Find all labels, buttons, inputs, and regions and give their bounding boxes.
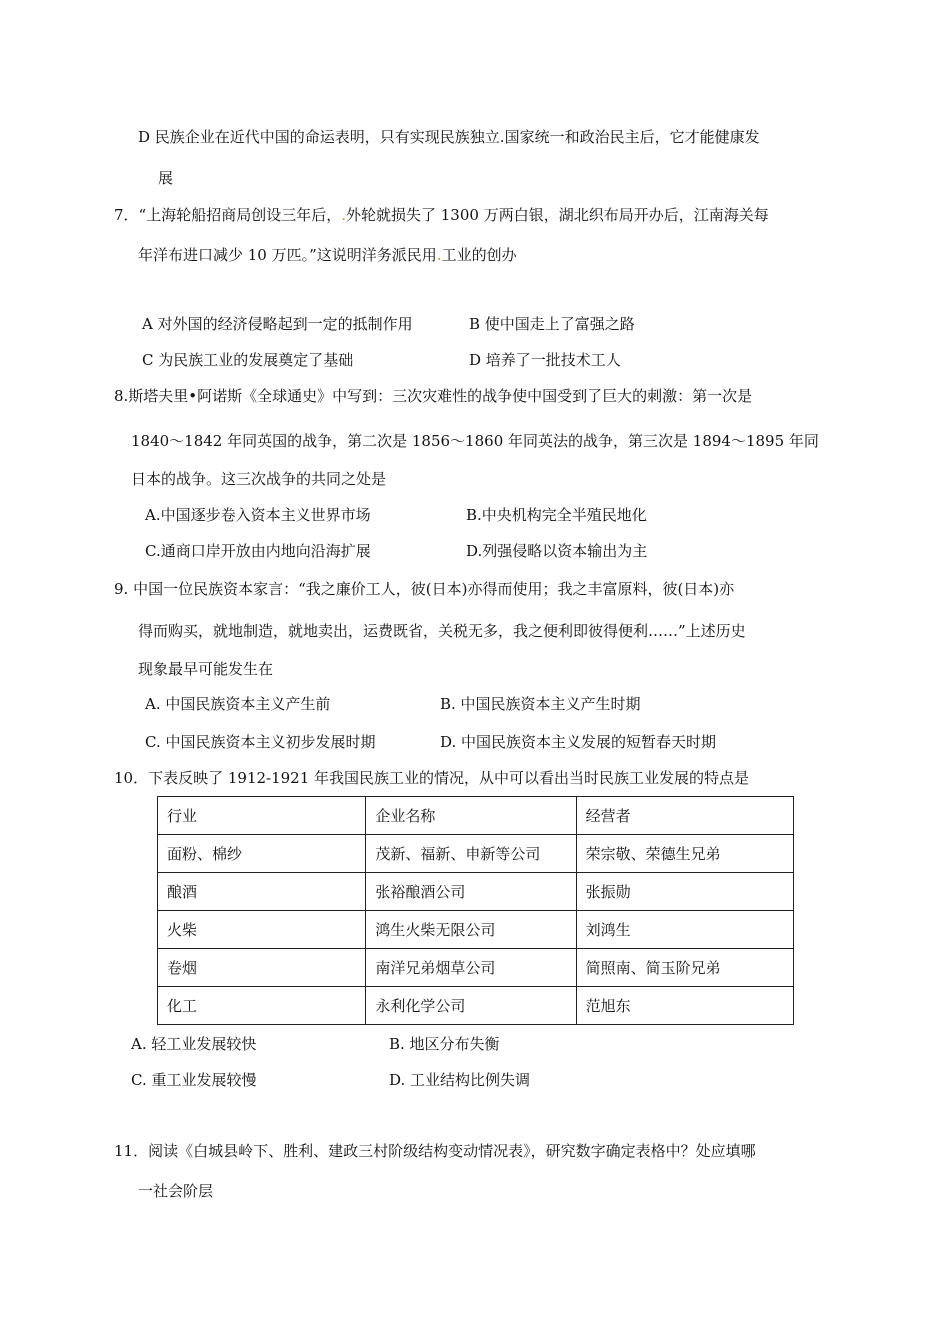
- table-cell: 南洋兄弟烟草公司: [366, 949, 576, 987]
- table-cell: 张振勋: [576, 873, 793, 911]
- q8-stem-line1: 8.斯塔夫里•阿诺斯《全球通史》中写到：三次灾难性的战争使中国受到了巨大的刺激：第一次是: [114, 387, 753, 405]
- table-cell: 张裕酿酒公司: [366, 873, 576, 911]
- table-cell: 荣宗敬、荣德生兄弟: [576, 835, 793, 873]
- q8-stem-line2: 1840～1842 年同英国的战争，第二次是 1856～1860 年同英法的战争，第三次是 1894～1895 年同: [131, 432, 819, 450]
- table-cell: 面粉、棉纱: [158, 835, 366, 873]
- q8-option-b: B.中央机构完全半殖民地化: [466, 506, 647, 524]
- q10-option-d: D. 工业结构比例失调: [389, 1071, 531, 1089]
- q9-stem-line2: 得而购买，就地制造，就地卖出，运费既省，关税无多，我之便利即彼得便利……”上述历史: [138, 622, 746, 640]
- q11-stem-line1: 11．阅读《白城县岭下、胜利、建政三村阶级结构变动情况表》，研究数字确定表格中？处应填哪: [114, 1142, 756, 1160]
- table-cell: 化工: [158, 987, 366, 1025]
- table-row: [158, 949, 794, 987]
- table-row: [158, 835, 794, 873]
- q8-option-c: C.通商口岸开放由内地向沿海扩展: [145, 542, 371, 560]
- q7-option-c: C 为民族工业的发展奠定了基础: [142, 351, 354, 369]
- table-cell: 鸿生火柴无限公司: [366, 911, 576, 949]
- q6-option-d-line2: 展: [158, 169, 174, 187]
- q9-option-d: D. 中国民族资本主义发展的短暂春天时期: [440, 733, 717, 751]
- table-header-row: [158, 797, 794, 835]
- q9-option-c: C. 中国民族资本主义初步发展时期: [145, 733, 376, 751]
- table-cell: 卷烟: [158, 949, 366, 987]
- industry-table: [157, 796, 794, 1025]
- q9-option-b: B. 中国民族资本主义产生时期: [440, 695, 641, 713]
- q8-option-a: A.中国逐步卷入资本主义世界市场: [145, 506, 371, 524]
- q10-stem: 10．下表反映了 1912-1921 年我国民族工业的情况，从中可以看出当时民族工业发展的特点是: [114, 769, 750, 787]
- table-header-cell: 企业名称: [366, 797, 576, 835]
- q10-option-b: B. 地区分布失衡: [389, 1035, 500, 1053]
- table-header-cell: 经营者: [576, 797, 793, 835]
- q9-option-a: A. 中国民族资本主义产生前: [145, 695, 331, 713]
- q7-stem-line2: 年洋布进口减少 10 万匹。”这说明洋务派民用.工业的创办: [138, 246, 517, 264]
- q8-stem-line3: 日本的战争。这三次战争的共同之处是: [131, 470, 387, 488]
- table-cell: 刘鸿生: [576, 911, 793, 949]
- table-cell: 范旭东: [576, 987, 793, 1025]
- q7-stem-line1: 7．“上海轮船招商局创设三年后，.外轮就损失了 1300 万两白银，湖北织布局开办后，江南海关每: [114, 206, 769, 224]
- mark-dot: .: [436, 246, 442, 264]
- table-row: [158, 873, 794, 911]
- q10-option-a: A. 轻工业发展较快: [131, 1035, 257, 1053]
- q9-stem-line3: 现象最早可能发生在: [138, 660, 274, 678]
- q8-option-d: D.列强侵略以资本输出为主: [466, 542, 648, 560]
- q6-option-d-line1: D 民族企业在近代中国的命运表明，只有实现民族独立.国家统一和政治民主后，它才能健康发: [138, 128, 760, 146]
- q11-stem-line2: 一社会阶层: [138, 1182, 214, 1200]
- table-cell: 火柴: [158, 911, 366, 949]
- table-cell: 酿酒: [158, 873, 366, 911]
- q7-option-d: D 培养了一批技术工人: [469, 351, 621, 369]
- table-cell: 简照南、简玉阶兄弟: [576, 949, 793, 987]
- q7-option-b: B 使中国走上了富强之路: [469, 315, 635, 333]
- table-cell: 永利化学公司: [366, 987, 576, 1025]
- table-row: [158, 911, 794, 949]
- q7-option-a: A 对外国的经济侵略起到一定的抵制作用: [142, 315, 413, 333]
- table-cell: 茂新、福新、申新等公司: [366, 835, 576, 873]
- table-row: [158, 987, 794, 1025]
- mark-dot: .: [341, 206, 346, 224]
- q9-stem-line1: 9. 中国一位民族资本家言：“我之廉价工人，彼(日本)亦得而使用；我之丰富原料，彼(日本)亦: [114, 580, 735, 598]
- q10-option-c: C. 重工业发展较慢: [131, 1071, 257, 1089]
- table-header-cell: 行业: [158, 797, 366, 835]
